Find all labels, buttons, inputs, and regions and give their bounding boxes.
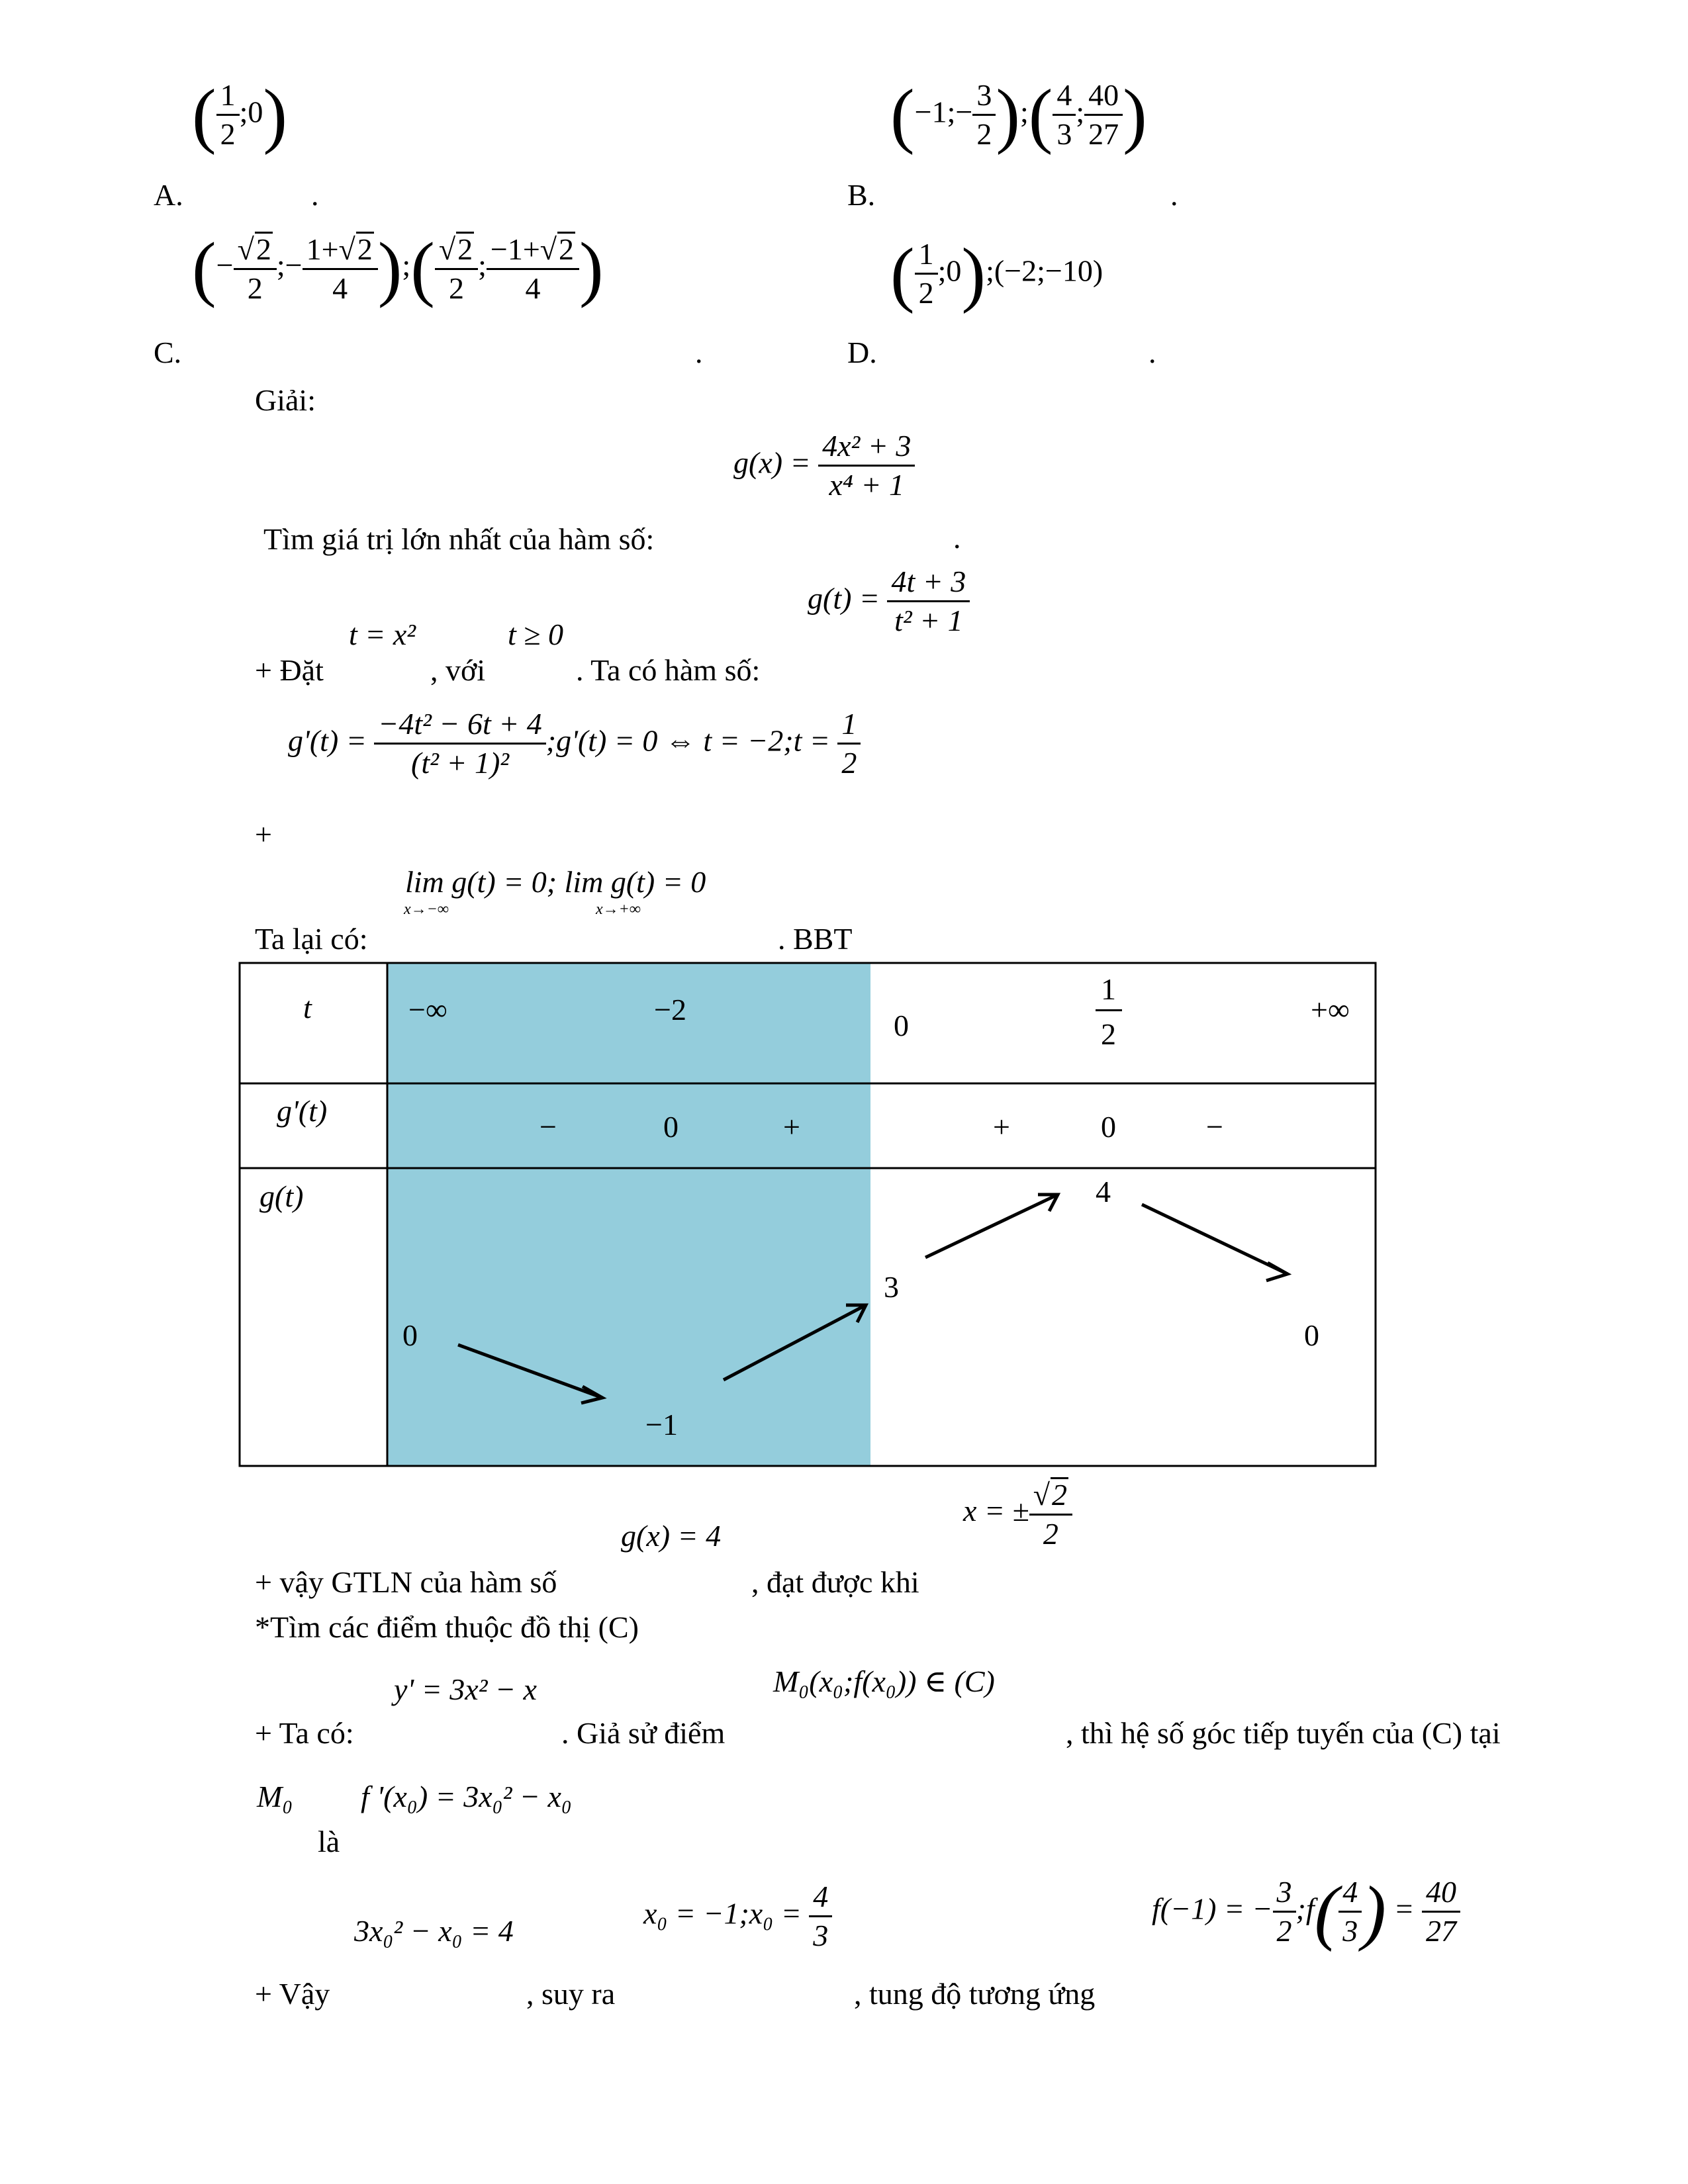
row-label-gprime: g'(t): [277, 1094, 328, 1128]
line3-b: . Giả sử điểm: [561, 1716, 726, 1750]
g-val-max: 4: [1096, 1175, 1111, 1208]
plus-sign: +: [255, 817, 272, 851]
row-label-g: g(t): [259, 1179, 304, 1213]
option-b-letter[interactable]: B.: [847, 178, 876, 212]
t-val-half-bar: [1096, 1009, 1122, 1011]
derivative-formula: g'(t) = $\frac{\text{−4t² − 6t + 4}}{\text{(t² + 1)²}}$ ;g'(t) = 0 ⇔ t = −2;t = $\frac{1}{2}$: [288, 708, 861, 780]
t-val-0: 0: [894, 1009, 909, 1042]
gp-sign-2: +: [783, 1110, 800, 1144]
arrow-down-2: [1142, 1205, 1288, 1274]
la-word: là: [318, 1825, 340, 1858]
line3-c: , thì hệ số góc tiếp tuyến của (C) tại: [1066, 1716, 1501, 1750]
line2: *Tìm các điểm thuộc đồ thị (C): [255, 1610, 639, 1644]
line-max-dot: .: [953, 521, 961, 555]
t-val-neg-inf: −∞: [408, 993, 447, 1026]
line3-a: + Ta có:: [255, 1716, 354, 1750]
x0-solutions: x₀ = −1;x₀ = $\frac{4}{3}$: [643, 1881, 832, 1952]
y-prime: y' = 3x² − x: [394, 1672, 537, 1706]
option-b-expr: (−1;− $\frac{3}{2}$ );( $\frac{4}{3}$ ; $\frac{40}{27}$ ): [890, 74, 1147, 156]
option-c-expr: (− $\frac{√2}{2}$ ;− $\frac{1+√2}{4}$ );( $\frac{√2}{2}$ ; $\frac{-1+√2}{4}$ ): [192, 227, 604, 308]
t-val-half-num: 1: [1101, 972, 1116, 1006]
f-prime: f '(x₀) = 3x₀² − x₀: [361, 1780, 572, 1813]
gx-formula: g(x) = $\frac{\text{4x² + 3}}{\text{x⁴ + 1}}$: [733, 430, 915, 502]
gp-zero-2: 0: [1101, 1110, 1116, 1144]
cond-t: t ≥ 0: [508, 617, 564, 651]
g-val-right: 0: [1304, 1318, 1319, 1352]
gp-sign-3: +: [993, 1110, 1010, 1144]
gx-equals-4: g(x) = 4: [621, 1519, 722, 1553]
option-b-dot: .: [1170, 178, 1178, 212]
t-val-pos-inf: +∞: [1311, 993, 1350, 1026]
gp-zero-1: 0: [663, 1110, 679, 1144]
option-a-dot: .: [311, 178, 319, 212]
option-d-expr: ( $\frac{1}{2}$ ;0);(−2;−10): [890, 233, 1103, 314]
gp-sign-4: −: [1206, 1110, 1223, 1144]
t-val-half-den: 2: [1101, 1017, 1116, 1051]
arrow-up-1: [724, 1305, 866, 1380]
set-a: + Đặt: [255, 653, 324, 687]
option-c-dot: .: [695, 336, 703, 369]
table-lines: [240, 963, 1376, 1466]
table-arrows: [458, 1195, 1288, 1403]
m0-point: M₀(x₀;f(x₀)) ∈ (C): [773, 1664, 995, 1698]
line5-b: , suy ra: [526, 1977, 616, 2011]
option-c-letter[interactable]: C.: [154, 336, 182, 369]
line1-b: , đạt được khi: [751, 1565, 919, 1599]
arrow-down-1: [458, 1345, 602, 1398]
gp-sign-1: −: [539, 1110, 557, 1144]
limits: lim g(t) = 0; lim g(t) = 0: [405, 865, 706, 899]
option-d-dot: .: [1149, 336, 1156, 369]
line-max: Tìm giá trị lớn nhất của hàm số:: [263, 522, 655, 556]
lim-sub-1: x→−∞: [404, 901, 449, 918]
m0-label: M₀: [257, 1780, 293, 1813]
solution-heading: Giải:: [255, 383, 316, 417]
t-val-neg2: −2: [654, 993, 686, 1026]
eq-slope: 3x₀² − x₀ = 4: [354, 1914, 514, 1948]
set-b: , với: [430, 653, 486, 687]
set-c: . Ta có hàm số:: [576, 653, 761, 687]
line5-c: , tung độ tương ứng: [854, 1977, 1096, 2011]
x-equals: x = ± $\frac{√2}{2}$: [963, 1477, 1072, 1551]
option-a-expr: ( $\frac{1}{2}$ ;0): [192, 74, 288, 156]
option-a-letter[interactable]: A.: [154, 178, 183, 212]
g-val-min: −1: [645, 1408, 678, 1441]
gt-formula: g(t) = $\frac{4t + 3}{\text{t² + 1}}$: [808, 566, 970, 637]
line1-a: + vậy GTLN của hàm số: [255, 1565, 557, 1599]
ta-lai-co: Ta lại có:: [255, 922, 368, 956]
g-val-3: 3: [884, 1270, 899, 1304]
lim-sub-2: x→+∞: [596, 901, 641, 918]
row-label-t: t: [303, 991, 312, 1024]
arrow-up-2: [925, 1195, 1058, 1257]
f-values: f(−1) = − $\frac{3}{2}$ ;f( $\frac{4}{3}$ ) = $\frac{40}{27}$: [1152, 1876, 1460, 1948]
arrowhead-down-2: [1266, 1263, 1288, 1281]
bbt-label: . BBT: [778, 922, 853, 956]
line5-a: + Vậy: [255, 1977, 330, 2011]
option-d-letter[interactable]: D.: [847, 336, 877, 369]
g-val-left: 0: [402, 1318, 418, 1352]
sub-t: t = x²: [349, 617, 416, 651]
